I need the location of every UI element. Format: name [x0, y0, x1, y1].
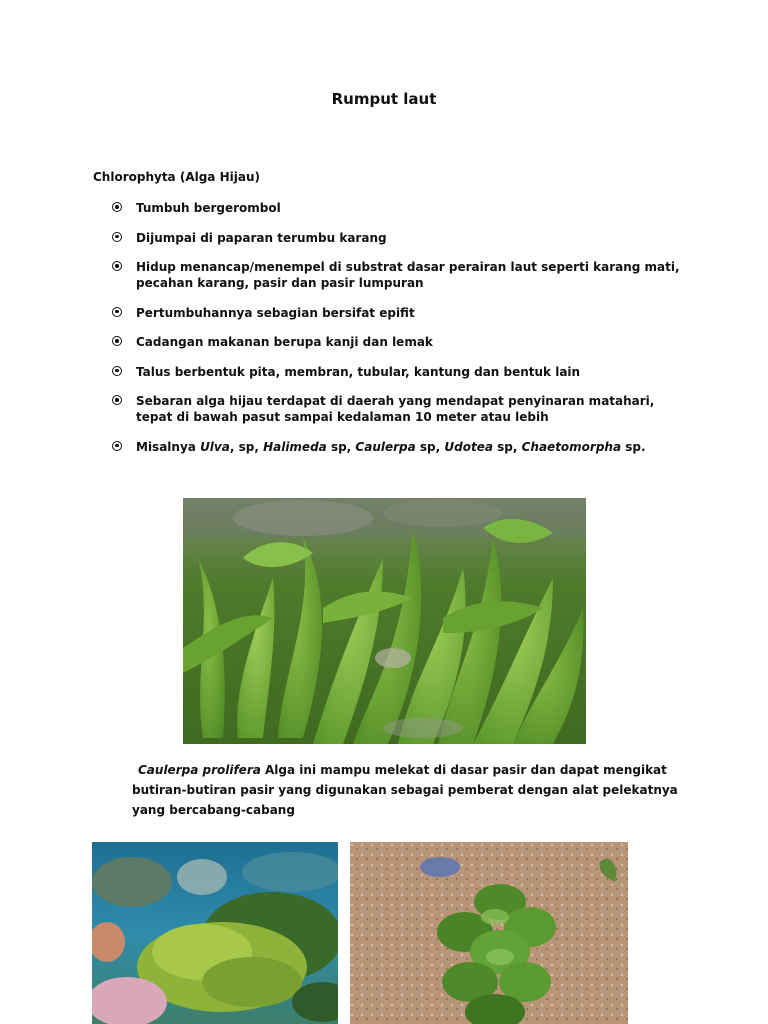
genus-udotea: Udotea [444, 439, 493, 454]
list-item-examples [110, 439, 680, 455]
examples-sep: sp, [415, 439, 445, 454]
radio-bullet-icon [112, 441, 122, 451]
list-item-text: Talus berbentuk pita, membran, tubular, kantung dan bentuk lain [136, 364, 581, 379]
list-item-text: Sebaran alga hijau terdapat di daerah yang mendapat penyinaran matahari, tepat di bawah pasut sampai kedalaman 10 meter atau lebih [136, 394, 655, 424]
examples-sep: , sp, [229, 439, 264, 454]
radio-bullet-icon [112, 366, 122, 376]
examples-prefix: Misalnya [136, 439, 201, 454]
caulerpa-photo [183, 498, 586, 744]
halimeda-photo [350, 842, 628, 1024]
examples-sep: sp, [492, 439, 522, 454]
radio-bullet-icon [112, 395, 122, 405]
radio-bullet-icon [112, 232, 122, 242]
list-item [110, 393, 680, 425]
list-item [110, 334, 680, 350]
list-item [110, 230, 680, 246]
photo-caption [132, 760, 692, 820]
list-item-text: Dijumpai di paparan terumbu karang [136, 230, 387, 245]
page-title: Rumput laut [331, 90, 437, 108]
list-item-text: Pertumbuhannya sebagian bersifat epifit [136, 305, 415, 320]
examples-suffix: sp. [621, 439, 646, 454]
list-item-text: Tumbuh bergerombol [136, 201, 281, 215]
genus-ulva: Ulva [200, 439, 230, 454]
radio-bullet-icon [112, 261, 122, 271]
list-item-text: Hidup menancap/menempel di substrat dasar perairan laut seperti karang mati, pecahan karang, pasir dan pasir lumpuran [136, 260, 680, 290]
bullet-list [110, 200, 680, 468]
radio-bullet-icon [112, 336, 122, 346]
list-item [110, 200, 680, 216]
genus-chaetomorpha: Chaetomorpha [521, 439, 622, 454]
list-item [110, 259, 680, 291]
caption-species: Caulerpa prolifera [138, 763, 261, 777]
radio-bullet-icon [112, 307, 122, 317]
examples-sep: sp, [326, 439, 356, 454]
genus-halimeda: Halimeda [263, 439, 327, 454]
list-item-text: Cadangan makanan berupa kanji dan lemak [136, 335, 433, 349]
list-item [110, 305, 680, 321]
caption-text: Alga ini mampu melekat di dasar pasir dan dapat mengikat butiran-butiran pasir yang digunakan sebagai pemberat dengan alat pelekatnya yang bercabang-cabang [132, 763, 678, 817]
list-item [110, 364, 680, 380]
section-heading: Chlorophyta (Alga Hijau) [93, 170, 260, 184]
reef-algae-photo [92, 842, 338, 1024]
radio-bullet-icon [112, 202, 122, 212]
genus-caulerpa: Caulerpa [355, 439, 416, 454]
